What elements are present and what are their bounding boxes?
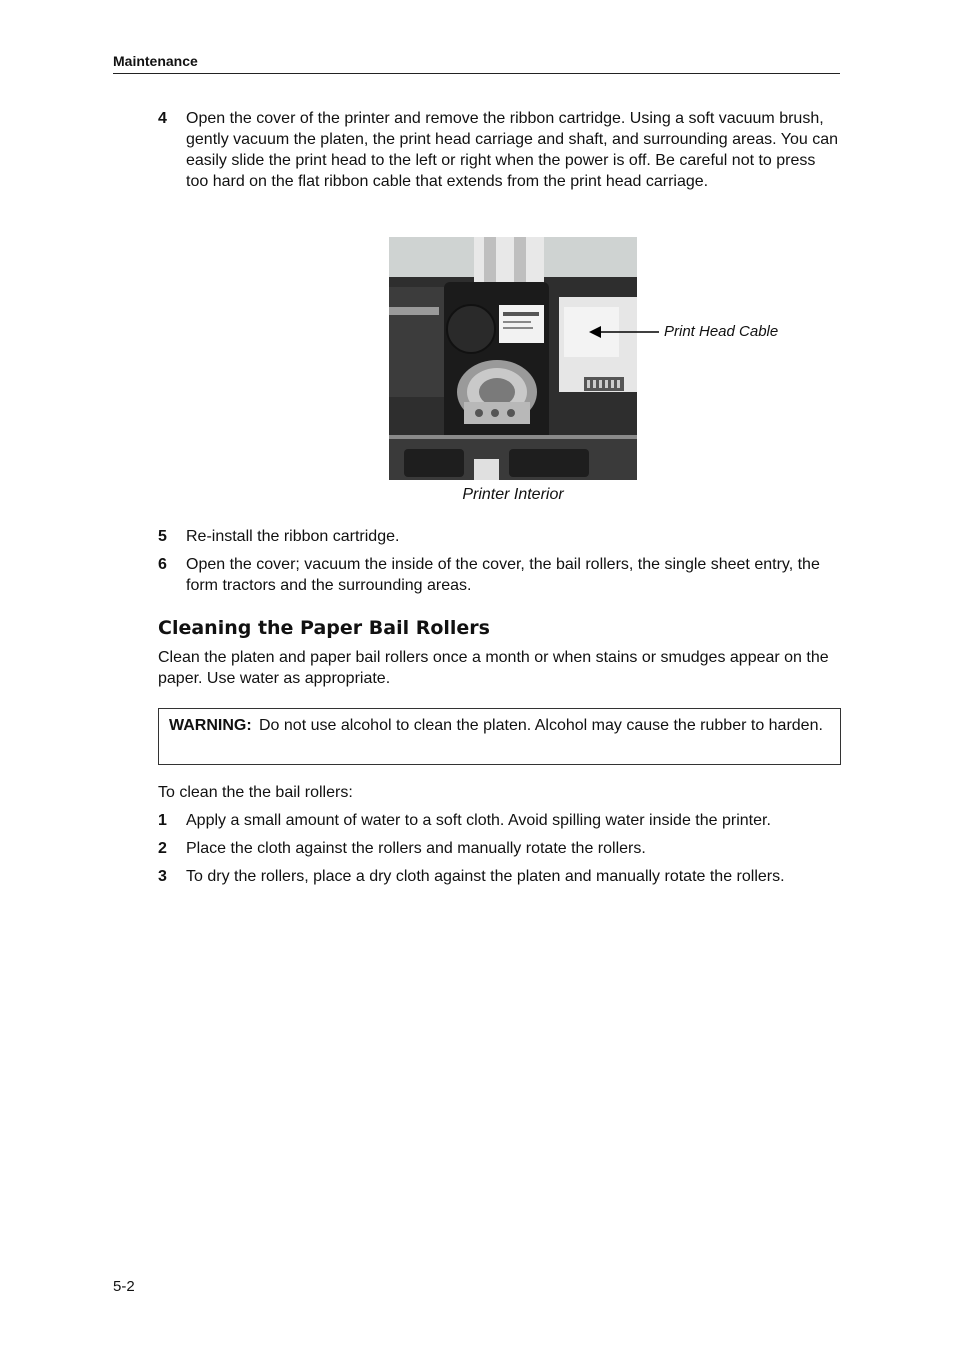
step-text: Open the cover; vacuum the inside of the cover, the bail rollers, the single sheet entry, the form tractors and the surrounding areas. [186, 556, 820, 594]
step-number: 6 [158, 556, 167, 573]
procedure-step-2 [158, 838, 842, 859]
warning-text: Do not use alcohol to clean the platen. Alcohol may cause the rubber to harden. [259, 717, 823, 734]
print-head-cable-callout [589, 322, 829, 342]
step-text: Apply a small amount of water to a soft cloth. Avoid spilling water inside the printer. [186, 812, 771, 829]
step-number: 5 [158, 528, 167, 545]
running-header: Maintenance [113, 52, 840, 74]
warning-box [158, 708, 841, 765]
warning-label: WARNING: [169, 717, 252, 734]
page-number: 5-2 [113, 1278, 135, 1295]
step-text: To dry the rollers, place a dry cloth against the platen and manually rotate the rollers. [186, 868, 785, 885]
step-number: 1 [158, 812, 167, 829]
step-4 [158, 108, 842, 192]
step-text: Open the cover of the printer and remove the ribbon cartridge. Using a soft vacuum brush, gently vacuum the platen, the print head carriage and shaft, and surrounding areas. You can easily slide the print head to the left or right when the power is off. Be careful not to press too hard on the flat ribbon cable that extends from the print head carriage. [186, 110, 838, 190]
figure-caption: Printer Interior [462, 486, 564, 503]
section-intro: Clean the platen and paper bail rollers once a month or when stains or smudges appear on the paper. Use water as appropriate. [158, 649, 829, 687]
procedure-step-1 [158, 810, 842, 831]
procedure-step-3 [158, 866, 842, 887]
arrow-left-icon [589, 322, 664, 342]
step-text: Re-install the ribbon cartridge. [186, 528, 400, 545]
procedure-lead: To clean the the bail rollers: [158, 784, 353, 801]
section-heading: Cleaning the Paper Bail Rollers [158, 617, 490, 639]
step-number: 2 [158, 840, 167, 857]
printer-interior-illustration [389, 237, 637, 480]
step-5 [158, 526, 842, 547]
step-text: Place the cloth against the rollers and manually rotate the rollers. [186, 840, 646, 857]
step-number: 3 [158, 868, 167, 885]
step-number: 4 [158, 110, 167, 127]
printer-interior-photo [389, 237, 637, 480]
callout-label: Print Head Cable [664, 323, 779, 340]
step-6 [158, 554, 842, 596]
